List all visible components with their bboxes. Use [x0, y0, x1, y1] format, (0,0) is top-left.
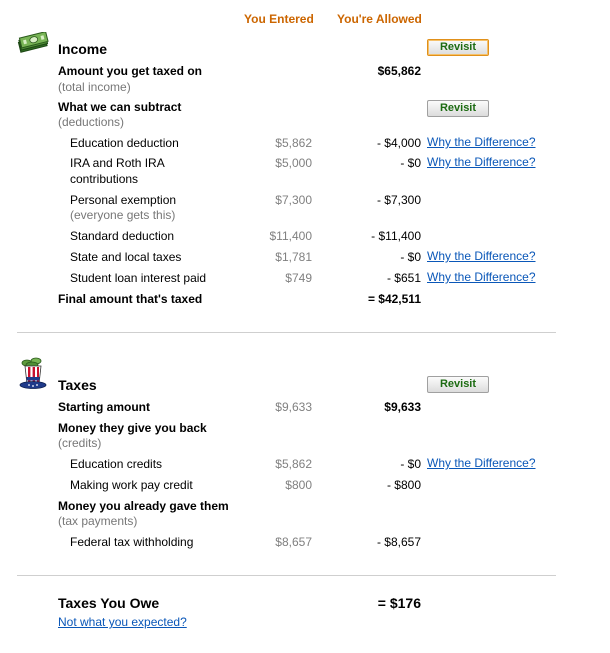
why-the-difference-link[interactable]: Why the Difference? — [427, 249, 536, 263]
credit-entered: $5,862 — [275, 457, 312, 471]
credits-sublabel: (credits) — [58, 436, 102, 450]
deduction-entered: $5,862 — [275, 136, 312, 150]
starting-amount-entered: $9,633 — [275, 400, 312, 414]
deductions-label: What we can subtract — [58, 100, 182, 114]
payment-label: Federal tax withholding — [70, 535, 194, 549]
deduction-entered: $1,781 — [275, 250, 312, 264]
final-taxed-label: Final amount that's taxed — [58, 292, 203, 306]
why-the-difference-link[interactable]: Why the Difference? — [427, 456, 536, 470]
deduction-entered: $7,300 — [275, 193, 312, 207]
deduction-allowed: - $7,300 — [376, 193, 421, 207]
taxed-on-value: $65,862 — [377, 64, 421, 78]
deduction-entered: $749 — [285, 271, 312, 285]
credit-label: Education credits — [70, 457, 163, 471]
deduction-label: Personal exemption — [70, 193, 177, 207]
income-revisit-button[interactable]: Revisit — [427, 39, 489, 56]
taxes-you-owe-value: = $176 — [377, 595, 421, 611]
section-divider — [17, 332, 556, 333]
uncle-sam-hat-icon — [18, 357, 48, 391]
credit-allowed: - $0 — [400, 457, 421, 471]
deduction-allowed: - $651 — [386, 271, 421, 285]
deduction-allowed: - $0 — [400, 156, 421, 170]
column-header-youre-allowed: You're Allowed — [337, 12, 422, 26]
deduction-allowed: - $4,000 — [376, 136, 421, 150]
deduction-allowed: - $11,400 — [371, 229, 421, 243]
deduction-entered: $11,400 — [269, 229, 312, 243]
deduction-label: Education deduction — [70, 136, 179, 150]
payment-allowed: - $8,657 — [376, 535, 421, 549]
deduction-allowed: - $0 — [400, 250, 421, 264]
column-header-you-entered: You Entered — [244, 12, 314, 26]
payments-sublabel: (tax payments) — [58, 514, 138, 528]
deductions-revisit-button[interactable]: Revisit — [427, 100, 489, 117]
why-the-difference-link[interactable]: Why the Difference? — [427, 270, 536, 284]
taxes-section-title: Taxes — [58, 377, 97, 393]
payment-entered: $8,657 — [275, 535, 312, 549]
why-the-difference-link[interactable]: Why the Difference? — [427, 135, 536, 149]
why-the-difference-link[interactable]: Why the Difference? — [427, 155, 536, 169]
starting-amount-allowed: $9,633 — [384, 400, 421, 414]
payments-label: Money you already gave them — [58, 499, 229, 513]
deduction-label: IRA and Roth IRA — [70, 156, 165, 170]
final-taxed-value: = $42,511 — [367, 292, 421, 306]
taxes-revisit-button[interactable]: Revisit — [427, 376, 489, 393]
credit-entered: $800 — [285, 478, 312, 492]
deduction-label: Student loan interest paid — [70, 271, 207, 285]
taxed-on-label: Amount you get taxed on — [58, 64, 202, 78]
deduction-label: State and local taxes — [70, 250, 182, 264]
deduction-label: Standard deduction — [70, 229, 175, 243]
money-stack-icon — [16, 32, 50, 54]
starting-amount-label: Starting amount — [58, 400, 150, 414]
deduction-sublabel: (everyone gets this) — [70, 208, 176, 222]
deductions-sublabel: (deductions) — [58, 115, 125, 129]
deduction-label-line2: contributions — [70, 172, 139, 186]
deduction-entered: $5,000 — [275, 156, 312, 170]
taxes-you-owe-label: Taxes You Owe — [58, 595, 160, 611]
credit-label: Making work pay credit — [70, 478, 193, 492]
taxed-on-sublabel: (total income) — [58, 80, 131, 94]
credits-label: Money they give you back — [58, 421, 207, 435]
credit-allowed: - $800 — [386, 478, 421, 492]
income-section-title: Income — [58, 41, 108, 57]
not-what-you-expected-link[interactable]: Not what you expected? — [58, 615, 187, 629]
section-divider — [17, 575, 556, 576]
